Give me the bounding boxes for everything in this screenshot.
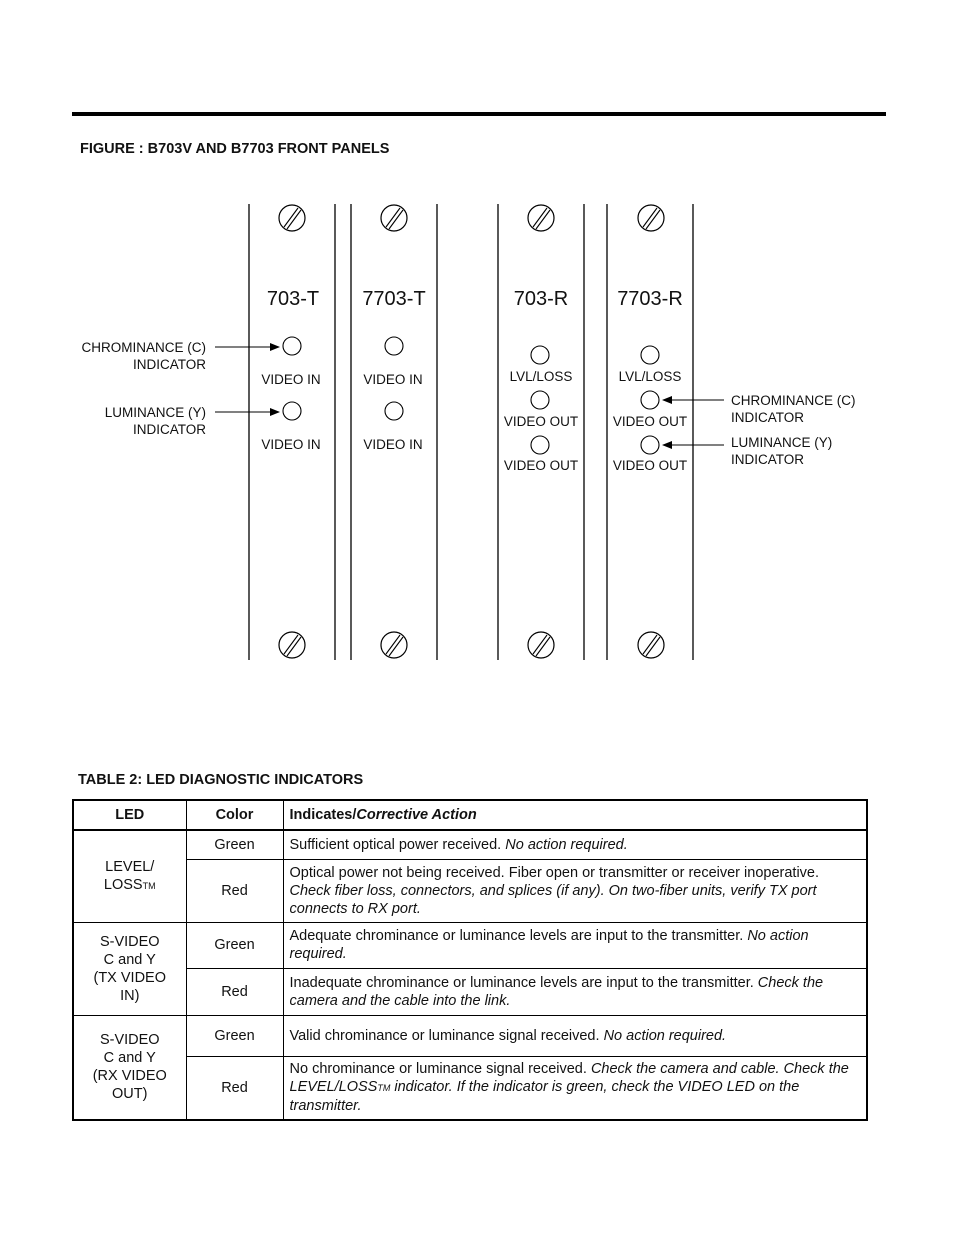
panel-7703-r	[607, 204, 693, 660]
table-row	[73, 859, 867, 922]
led-indicator	[531, 436, 549, 454]
header-indicates: Indicates/Corrective Action	[283, 800, 867, 830]
color-cell: Green	[186, 830, 283, 859]
color-cell: Green	[186, 1015, 283, 1056]
callout-left-chrominance-sub: INDICATOR	[132, 357, 206, 372]
indicates-cell: Inadequate chrominance or luminance levels are input to the transmitter. Check the camera and the cable into the link.	[283, 968, 867, 1015]
callout-left-chrominance: CHROMINANCE (C)	[81, 340, 206, 355]
led-category-cell: S-VIDEO C and Y (TX VIDEO IN)	[73, 922, 186, 1015]
header-color: Color	[186, 800, 283, 830]
led-indicator	[385, 402, 403, 420]
panel-7703-t	[351, 204, 437, 660]
panel-model-label: 7703-R	[617, 288, 683, 310]
callout-right-luminance: LUMINANCE (Y)	[731, 435, 833, 450]
led-label: VIDEO OUT	[503, 414, 579, 429]
screw-icon	[279, 632, 305, 658]
callout-right-chrominance: CHROMINANCE (C)	[731, 393, 856, 408]
led-indicator	[641, 346, 659, 364]
indicates-cell: Valid chrominance or luminance signal received. No action required.	[283, 1015, 867, 1056]
led-indicator	[531, 391, 549, 409]
table-row	[73, 1056, 867, 1120]
led-diagnostic-table	[72, 799, 868, 1121]
table-row	[73, 1015, 867, 1056]
callout-right-chrominance-sub: INDICATOR	[731, 410, 805, 425]
led-indicator	[641, 436, 659, 454]
color-cell: Red	[186, 859, 283, 922]
color-cell: Red	[186, 1056, 283, 1120]
led-label: VIDEO OUT	[612, 458, 688, 473]
screw-icon	[638, 632, 664, 658]
panel-703-r	[498, 204, 584, 660]
led-indicator	[283, 337, 301, 355]
table-header-row	[73, 800, 867, 830]
indicates-cell: Adequate chrominance or luminance levels are input to the transmitter. No action required.	[283, 922, 867, 968]
led-label: VIDEO OUT	[503, 458, 579, 473]
led-indicator	[531, 346, 549, 364]
table-title: TABLE 2: LED DIAGNOSTIC INDICATORS	[78, 772, 364, 788]
led-category-cell: LEVEL/ LOSSTM	[73, 830, 186, 922]
screw-icon	[381, 205, 407, 231]
led-label: VIDEO IN	[261, 372, 321, 387]
screw-icon	[279, 205, 305, 231]
table-row	[73, 922, 867, 968]
led-indicator	[283, 402, 301, 420]
led-label: VIDEO IN	[261, 437, 321, 452]
screw-icon	[381, 632, 407, 658]
led-label: VIDEO OUT	[612, 414, 688, 429]
table-row	[73, 968, 867, 1015]
panel-model-label: 703-R	[513, 288, 569, 310]
callout-right-luminance-sub: INDICATOR	[731, 452, 805, 467]
indicates-cell: Sufficient optical power received. No action required.	[283, 830, 867, 859]
led-label: LVL/LOSS	[509, 369, 573, 384]
screw-icon	[528, 632, 554, 658]
figure-title: FIGURE : B703V AND B7703 FRONT PANELS	[80, 141, 390, 157]
screw-icon	[528, 205, 554, 231]
led-indicator	[385, 337, 403, 355]
screw-icon	[638, 205, 664, 231]
panel-model-label: 7703-T	[362, 288, 426, 310]
led-label: LVL/LOSS	[618, 369, 682, 384]
callout-left-luminance-sub: INDICATOR	[132, 422, 206, 437]
callout-left-luminance: LUMINANCE (Y)	[104, 405, 206, 420]
color-cell: Red	[186, 968, 283, 1015]
color-cell: Green	[186, 922, 283, 968]
led-label: VIDEO IN	[363, 372, 423, 387]
panel-model-label: 703-T	[266, 288, 320, 310]
panel-703-t	[249, 204, 335, 660]
table-row	[73, 830, 867, 859]
led-indicator	[641, 391, 659, 409]
header-led: LED	[73, 800, 186, 830]
indicates-cell: No chrominance or luminance signal received. Check the camera and cable. Check the LEVEL/LOSSTM indicator. If the indicator is green, check the VIDEO LED on the transmitter.	[283, 1056, 867, 1120]
indicates-cell: Optical power not being received. Fiber open or transmitter or receiver inoperative. Check fiber loss, connectors, and splices (if any). On two-fiber units, verify TX port connects to RX port.	[283, 859, 867, 922]
led-label: VIDEO IN	[363, 437, 423, 452]
led-category-cell: S-VIDEO C and Y (RX VIDEO OUT)	[73, 1015, 186, 1120]
